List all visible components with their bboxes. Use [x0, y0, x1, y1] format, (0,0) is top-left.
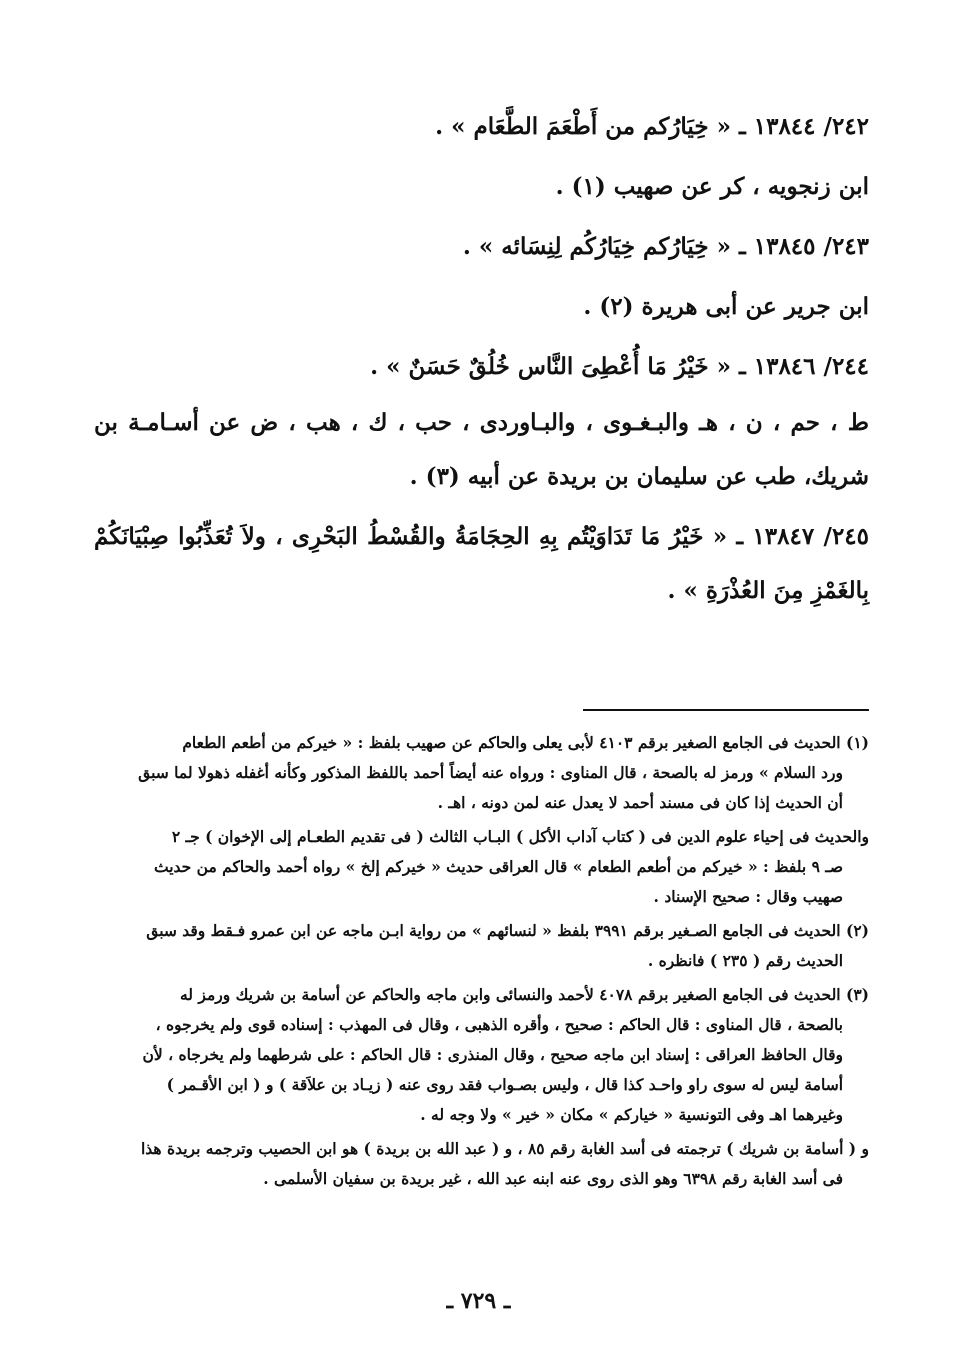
- footnote-line: فى أسد الغابة رقم ٦٣٩٨ وهو الذى روى عنه ابنه عبد الله ، غير بريدة بن سفيان الأسلمى .: [263, 1169, 843, 1188]
- footnote-line: (٣) الحديث فى الجامع الصغير برقم ٤٠٧٨ لأحمد والنسائى وابن ماجه والحاكم عن أسامة بن شريك ورمز له: [180, 985, 869, 1004]
- hadith-245: ٢٤٥/ ١٣٨٤٧ ـ « خَيْرُ مَا تَدَاوَيْتُم بِهِ الحِجَامَةُ والقُسْطُ البَحْرِى ، ولاَ تُعَذِّبُوا صِبْيَانَكُمْ بِالغَمْزِ مِنَ العُذْرَةِ » .: [94, 523, 869, 604]
- hadith-243: ٢٤٣/ ١٣٨٤٥ ـ « خِيَارُكم خِيَارُكُم لِنِسَائه » .: [462, 233, 869, 260]
- footnote-line: ورد السلام » ورمز له بالصحة ، قال المناوى : ورواه عنه أيضاً أحمد باللفظ المذكور وكأنه أغفله ذهولا لما سبق: [138, 763, 843, 782]
- footnote-line: أسامة ليس له سوى راو واحـد كذا قال ، وليس بصـواب فقد روى عنه ( زيـاد بن علاَقة ) و ( ابن الأقـمر ): [166, 1075, 843, 1094]
- source-242: ابن زنجويه ، كر عن صهيب (١) .: [555, 173, 869, 200]
- footnote-line: أن الحديث إذا كان فى مسند أحمد لا يعدل عنه لمن دونه ، اهـ .: [437, 793, 843, 812]
- hadith-242: ٢٤٢/ ١٣٨٤٤ ـ « خِيَارُكم من أَطْعَمَ الطَّعَام » .: [435, 113, 869, 140]
- footnote-line: صهيب وقال : صحيح الإسناد .: [653, 887, 843, 906]
- footnote-line: والحديث فى إحياء علوم الدين فى ( كتاب آداب الأكل ) البـاب الثالث ( فى تقديم الطعـام إلى الإخوان ) جـ ٢: [171, 827, 869, 846]
- footnote-line: وغيرهما اهـ وفى التونسية « خياركم » مكان « خير » ولا وجه له .: [420, 1105, 843, 1124]
- footnote-line: (٢) الحديث فى الجامع الصـغير برقم ٣٩٩١ بلفظ « لنسائهم » من رواية ابـن ماجه عن ابن عمرو فـقط وقد سبق: [146, 921, 869, 940]
- footnote-2: [94, 916, 869, 976]
- main-text: [94, 98, 869, 618]
- page-number: ـ ٧٢٩ ـ: [446, 1288, 511, 1314]
- footnote-1: [94, 728, 869, 818]
- footnote-line: (١) الحديث فى الجامع الصغير برقم ٤١٠٣ لأبى يعلى والحاكم عن صهيب بلفظ : « خيركم من أطعم الطعام: [182, 733, 869, 752]
- footnote-line: وقال الحافظ العراقى : إسناد ابن ماجه صحيح ، وقال المنذرى : قال الحاكم : على شرطهما ولم يخرجاه ، لأن: [142, 1045, 843, 1064]
- hadith-244: ٢٤٤/ ١٣٨٤٦ ـ « خَيْرُ مَا أُعْطِىَ النَّاس خُلُقٌ حَسَنٌ » .: [370, 353, 869, 380]
- footnote-3-usama: [94, 1134, 869, 1194]
- footnote-line: الحديث رقم ( ٢٣٥ ) فانظره .: [647, 951, 843, 970]
- footnote-divider: [583, 709, 869, 711]
- footnotes: [94, 728, 869, 1198]
- footnote-line: و ( أسامة بن شريك ) ترجمته فى أسد الغابة رقم ٨٥ ، و ( عبد الله بن بريدة ) هو ابن الحصيب وترجمه بريدة هذا: [140, 1139, 869, 1158]
- footnote-line: بالصحة ، قال المناوى : قال الحاكم : صحيح ، وأقره الذهبى ، وقال فى المهذب : إسناده قوى ولم يخرجوه ،: [155, 1015, 843, 1034]
- footnote-1-ihya: [94, 822, 869, 912]
- source-244: ط ، حم ، ن ، هـ والبـغـوى ، والبـاوردى ، حب ، ك ، هب ، ض عن أسـامـة بن شريك، طب عن سليمان بن بريدة عن أبيه (٣) .: [94, 409, 869, 490]
- source-243: ابن جرير عن أبى هريرة (٢) .: [583, 293, 869, 320]
- footnote-line: صـ ٩ بلفظ : « خيركم من أطعم الطعام » قال العراقى حديث « خيركم إلخ » رواه أحمد والحاكم من حديث: [154, 857, 843, 876]
- footnote-3: [94, 980, 869, 1130]
